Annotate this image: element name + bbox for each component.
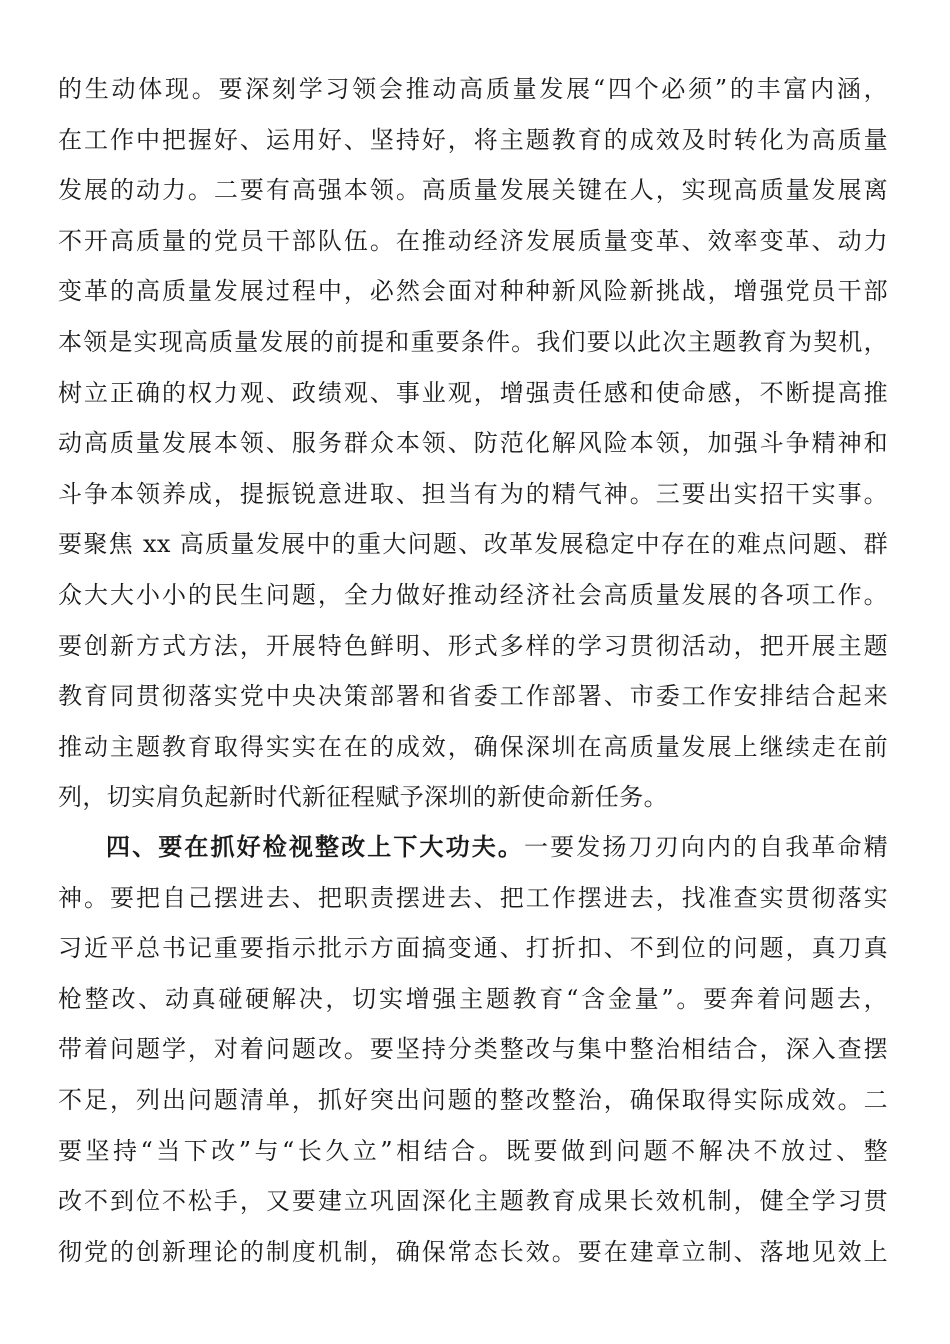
text-line: 变革的高质量发展过程中，必然会面对种种新风险新挑战，增强党员干部 bbox=[58, 277, 888, 306]
text-line: 在工作中把握好、运用好、坚持好，将主题教育的成效及时转化为高质量 bbox=[58, 125, 888, 154]
text-line: 枪整改、动真碰硬解决，切实增强主题教育“含金量”。要奔着问题去， bbox=[58, 984, 888, 1013]
text-line: 神。要把自己摆进去、把职责摆进去、把工作摆进去，找准查实贯彻落实 bbox=[58, 883, 888, 912]
text-line: 不足，列出问题清单，抓好突出问题的整改整治，确保取得实际成效。二 bbox=[58, 1085, 888, 1114]
text-line: 列，切实肩负起新时代新征程赋予深圳的新使命新任务。 bbox=[58, 783, 668, 812]
text-line: 要创新方式方法，开展特色鲜明、形式多样的学习贯彻活动，把开展主题 bbox=[58, 631, 888, 660]
section-heading: 四、要在抓好检视整改上下大功夫。 bbox=[106, 832, 524, 861]
paragraph-2 bbox=[58, 822, 888, 1277]
text-line: 的生动体现。要深刻学习领会推动高质量发展“四个必须”的丰富内涵， bbox=[58, 75, 888, 103]
text-line: 树立正确的权力观、政绩观、事业观，增强责任感和使命感，不断提高推 bbox=[58, 378, 888, 407]
text-line: 本领是实现高质量发展的前提和重要条件。我们要以此次主题教育为契机， bbox=[58, 327, 888, 356]
text-line: 斗争本领养成，提振锐意进取、担当有为的精气神。三要出实招干实事。 bbox=[58, 479, 888, 508]
text-line: 教育同贯彻落实党中央决策部署和省委工作部署、市委工作安排结合起来 bbox=[58, 682, 888, 711]
paragraph-1 bbox=[58, 64, 888, 823]
text-line: 发展的动力。二要有高强本领。高质量发展关键在人，实现高质量发展离 bbox=[58, 176, 888, 205]
text-line: 要聚焦 xx 高质量发展中的重大问题、改革发展稳定中存在的难点问题、群 bbox=[58, 530, 888, 559]
text-line: 众大大小小的民生问题，全力做好推动经济社会高质量发展的各项工作。 bbox=[58, 580, 888, 609]
heading-line-text: 一要发扬刀刃向内的自我革命精 bbox=[523, 833, 888, 861]
text-line: 动高质量发展本领、服务群众本领、防范化解风险本领，加强斗争精神和 bbox=[58, 429, 888, 458]
text-line: 彻党的创新理论的制度机制，确保常态长效。要在建章立制、落地见效上 bbox=[58, 1237, 888, 1266]
text-line: 带着问题学，对着问题改。要坚持分类整改与集中整治相结合，深入查摆 bbox=[58, 1035, 888, 1064]
text-line: 改不到位不松手，又要建立巩固深化主题教育成果长效机制，健全学习贯 bbox=[58, 1187, 888, 1216]
text-line: 推动主题教育取得实实在在的成效，确保深圳在高质量发展上继续走在前 bbox=[58, 732, 888, 761]
text-line: 要坚持“当下改”与“长久立”相结合。既要做到问题不解决不放过、整 bbox=[58, 1136, 888, 1165]
paragraph-first-line bbox=[58, 822, 888, 873]
text-line: 习近平总书记重要指示批示方面搞变通、打折扣、不到位的问题，真刀真 bbox=[58, 934, 888, 963]
text-line: 不开高质量的党员干部队伍。在推动经济发展质量变革、效率变革、动力 bbox=[58, 226, 888, 255]
